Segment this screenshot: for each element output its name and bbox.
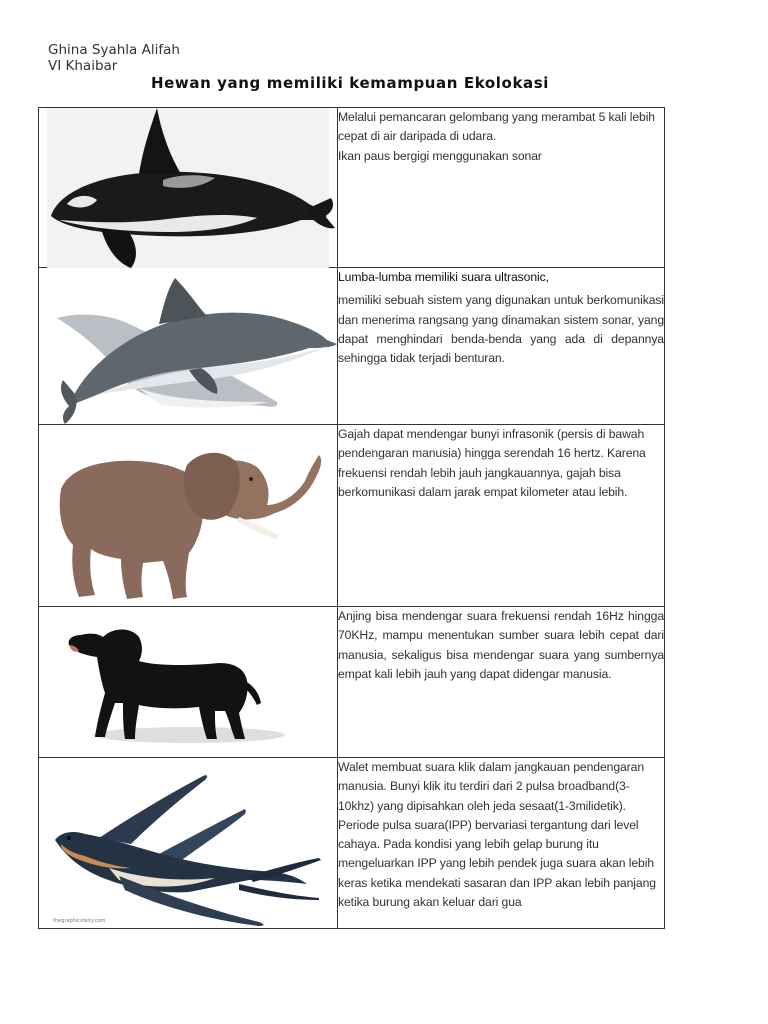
swallow-description: Walet membuat suara klik dalam jangkauan pendengaran manusia. Bunyi klik itu terdiri dari 2 pulsa broadband(3-10khz) yang dipisahkan oleh jeda sesaat(1-3milidetik). Periode pulsa suara(IPP) bervariasi tergantung dari level cahaya. Pada kondisi yang lebih gelap burung itu mengeluarkan IPP yang lebih pendek juga suara akan lebih keras ketika mendekati sasaran dan IPP akan lebih panjang ketika burung akan keluar dari gua	[338, 760, 656, 910]
image-cell	[39, 607, 338, 758]
dolphin-description: memiliki sebuah sistem yang digunakan untuk berkomunikasi dan menerima rangsang yang dinamakan sistem sonar, yang dapat menghindari benda-benda yang ada di depannya sehingga tidak terjadi benturan.	[338, 293, 664, 366]
orca-image	[39, 108, 337, 268]
orca-description: Melalui pemancaran gelombang yang merambat 5 kali lebih cepat di air daripada di udara.	[338, 110, 655, 144]
table-row	[39, 758, 665, 929]
table-row	[39, 607, 665, 758]
elephant-description: Gajah dapat mendengar bunyi infrasonik (persis di bawah pendengaran manusia) hingga serendah 16 hertz. Karena frekuensi rendah lebih jauh jangkauannya, gajah bisa berkomunikasi dalam jarak empat kilometer atau lebih.	[338, 427, 646, 499]
image-credit: thegraphicsfairy.com	[53, 918, 106, 924]
description-cell	[338, 108, 665, 268]
image-cell	[39, 758, 338, 929]
dolphin-image	[39, 268, 337, 424]
image-cell	[39, 268, 338, 425]
dog-description: Anjing bisa mendengar suara frekuensi rendah 16Hz hingga 70KHz, mampu menentukan sumber suara lebih cepat dari manusia, sekaligus bisa mendengar suara yang sumbernya empat kali lebih jauh yang dapat didengar manusia.	[338, 609, 664, 681]
swallow-image	[39, 758, 337, 928]
elephant-image	[39, 425, 337, 606]
table-row	[39, 425, 665, 607]
table-row	[39, 108, 665, 268]
description-cell	[338, 268, 665, 425]
document-title: Hewan yang memiliki kemampuan Ekolokasi	[150, 74, 550, 92]
table-row	[39, 268, 665, 425]
description-cell	[338, 758, 665, 929]
image-cell	[39, 425, 338, 607]
description-cell	[338, 425, 665, 607]
author-class: VI Khaibar	[48, 58, 118, 74]
author-name: Ghina Syahla Alifah	[48, 42, 180, 58]
description-cell	[338, 607, 665, 758]
animal-table	[38, 107, 665, 929]
dolphin-lead: Lumba-lumba memiliki suara ultrasonic,	[338, 270, 549, 284]
dog-image	[39, 607, 337, 757]
orca-sonar-note: Ikan paus bergigi menggunakan sonar	[338, 148, 542, 163]
image-cell	[39, 108, 338, 268]
author-block	[48, 42, 180, 74]
